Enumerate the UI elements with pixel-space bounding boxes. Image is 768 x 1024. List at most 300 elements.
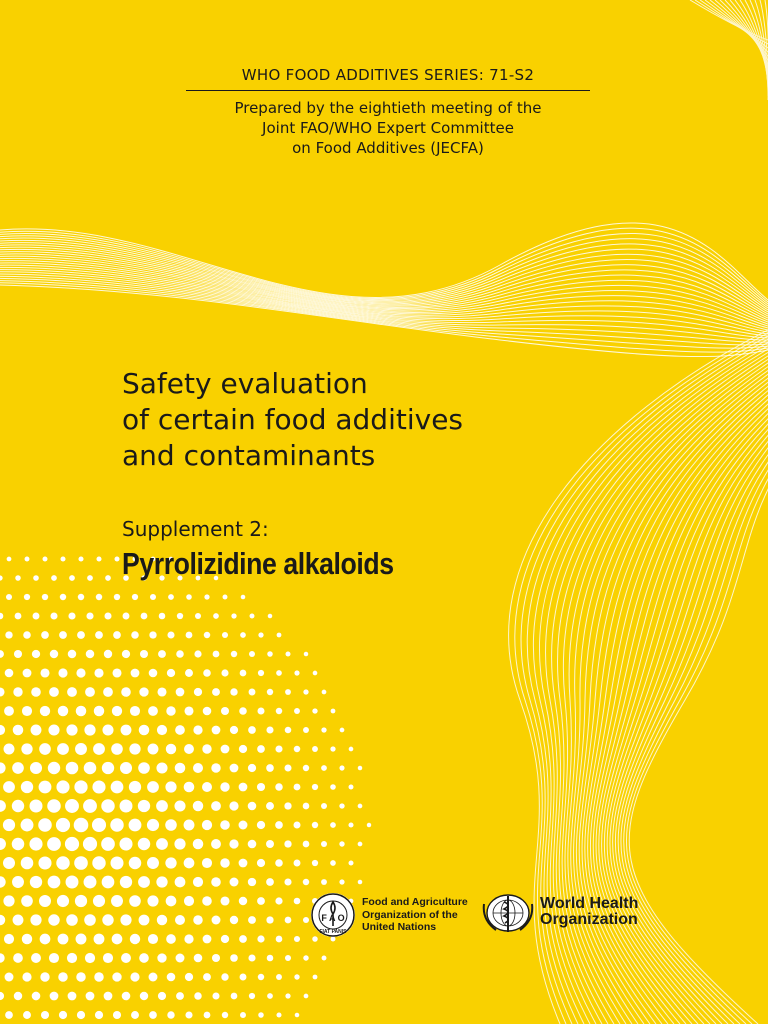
dot <box>340 728 345 733</box>
dot <box>42 594 48 600</box>
dot <box>322 690 327 695</box>
dot <box>29 837 42 850</box>
dot <box>110 856 123 869</box>
dot <box>312 822 318 828</box>
dot <box>321 727 326 732</box>
dot <box>30 800 43 813</box>
dot <box>213 651 220 658</box>
dot <box>57 743 69 755</box>
dot <box>212 688 220 696</box>
dot <box>129 743 140 754</box>
dot <box>103 953 113 963</box>
dot <box>94 668 103 677</box>
dot <box>266 840 274 848</box>
dot <box>119 837 132 850</box>
dot <box>221 707 229 715</box>
dot <box>112 972 121 981</box>
dot <box>331 709 336 714</box>
dot <box>175 763 186 774</box>
dot <box>120 914 131 925</box>
dot <box>22 934 32 944</box>
dot <box>211 801 221 811</box>
dot <box>194 688 202 696</box>
dot <box>194 650 201 657</box>
dot <box>48 876 61 889</box>
dot <box>65 837 79 851</box>
dot <box>12 876 24 888</box>
dot <box>59 1011 67 1019</box>
fao-emblem-icon <box>310 892 356 938</box>
dot <box>76 668 85 677</box>
document-subtitle: Pyrrolizidine alkaloids <box>122 546 394 581</box>
dot <box>31 953 41 963</box>
dot <box>203 707 212 716</box>
dot <box>284 878 291 885</box>
dot <box>0 725 5 735</box>
dot <box>40 668 49 677</box>
dot <box>13 725 24 736</box>
fao-name <box>362 896 468 934</box>
who-name-line: World Health <box>540 895 639 912</box>
dot <box>358 842 363 847</box>
dot <box>358 880 363 885</box>
dot <box>212 954 220 962</box>
dot <box>13 915 24 926</box>
dot <box>312 860 318 866</box>
dot <box>149 973 158 982</box>
dot <box>3 895 14 906</box>
dot <box>339 803 344 808</box>
dot <box>275 745 282 752</box>
dot <box>67 687 77 697</box>
dot <box>77 631 85 639</box>
dot <box>75 743 87 755</box>
dot <box>165 819 177 831</box>
dot <box>167 973 176 982</box>
dot <box>165 857 176 868</box>
dot <box>14 992 22 1000</box>
dot <box>111 895 123 907</box>
dot <box>174 800 185 811</box>
dot <box>193 763 203 773</box>
dot <box>312 708 317 713</box>
dot <box>3 781 15 793</box>
dot <box>176 992 184 1000</box>
dot <box>231 651 237 657</box>
dot <box>86 650 94 658</box>
dot <box>221 973 228 980</box>
dot <box>330 784 336 790</box>
dot <box>330 746 335 751</box>
dot <box>12 800 24 812</box>
dot <box>284 764 291 771</box>
dot <box>211 839 221 849</box>
dot <box>0 762 6 773</box>
dot <box>138 800 150 812</box>
dot <box>139 953 149 963</box>
dot <box>93 743 105 755</box>
dot <box>47 837 61 851</box>
dot <box>94 706 104 716</box>
dot <box>158 650 166 658</box>
dot <box>303 917 309 923</box>
dot <box>195 613 201 619</box>
dot <box>13 687 22 696</box>
dot <box>240 632 246 638</box>
dot <box>104 650 112 658</box>
dot <box>57 895 69 907</box>
dot <box>284 840 291 847</box>
dot <box>203 935 212 944</box>
dot <box>13 953 23 963</box>
dot <box>184 782 195 793</box>
dot <box>349 747 354 752</box>
dot <box>83 799 97 813</box>
dot <box>113 631 121 639</box>
dot <box>303 879 309 885</box>
dot <box>92 856 105 869</box>
dot <box>78 594 84 600</box>
dot <box>223 595 228 600</box>
document-title <box>122 366 463 474</box>
dot <box>157 725 167 735</box>
dot <box>131 631 139 639</box>
dot <box>30 762 42 774</box>
dot <box>248 726 256 734</box>
dot <box>240 670 247 677</box>
dot <box>150 594 156 600</box>
dot <box>166 706 175 715</box>
dot <box>5 1011 13 1019</box>
dot <box>285 993 290 998</box>
dot <box>33 575 39 581</box>
dot <box>184 706 193 715</box>
dot <box>231 613 236 618</box>
dot <box>58 706 68 716</box>
dot <box>33 613 40 620</box>
dot <box>220 782 229 791</box>
dot <box>303 955 308 960</box>
dot <box>0 953 5 962</box>
dot <box>140 650 148 658</box>
dot <box>349 861 354 866</box>
dot <box>204 1012 211 1019</box>
dot <box>130 706 140 716</box>
dot <box>139 915 150 926</box>
dot <box>101 799 114 812</box>
dot <box>149 631 156 638</box>
dot <box>76 934 87 945</box>
dot <box>358 766 363 771</box>
title-line: of certain food additives <box>122 403 464 436</box>
dot <box>121 725 132 736</box>
dot <box>202 820 212 830</box>
dot <box>112 934 123 945</box>
dot <box>121 953 131 963</box>
dot <box>56 856 69 869</box>
dot <box>21 819 34 832</box>
dot <box>0 800 6 812</box>
dot <box>56 780 69 793</box>
dot <box>240 974 247 981</box>
dot <box>339 879 344 884</box>
dot <box>321 765 327 771</box>
dot <box>48 762 60 774</box>
dot <box>186 632 193 639</box>
dot <box>249 651 255 657</box>
dot <box>147 819 159 831</box>
dot <box>257 821 265 829</box>
dot <box>284 802 291 809</box>
dot <box>67 953 77 963</box>
dot <box>186 594 192 600</box>
dot <box>39 781 52 794</box>
dot <box>87 575 93 581</box>
prepared-line: on Food Additives (JECFA) <box>292 139 484 157</box>
dot <box>111 781 124 794</box>
wave-lines-top <box>0 223 768 357</box>
dot <box>48 914 59 925</box>
dot <box>147 857 159 869</box>
fao-name-line: Organization of the <box>362 908 458 921</box>
dot <box>157 953 166 962</box>
dot <box>339 765 344 770</box>
dot <box>267 651 273 657</box>
dot <box>239 897 247 905</box>
dot <box>148 934 158 944</box>
dot <box>5 973 14 982</box>
dot <box>220 896 229 905</box>
dot <box>129 781 141 793</box>
dot <box>184 896 194 906</box>
dot <box>239 935 247 943</box>
dot <box>258 632 263 637</box>
dot <box>60 556 65 561</box>
dot <box>4 744 15 755</box>
dot <box>266 726 273 733</box>
dot <box>32 992 41 1001</box>
dot <box>193 915 202 924</box>
dot <box>166 744 176 754</box>
dot <box>231 993 238 1000</box>
dot <box>47 799 61 813</box>
dot <box>176 954 185 963</box>
dot <box>139 725 150 736</box>
dot <box>266 916 273 923</box>
dot <box>156 762 167 773</box>
dot <box>213 613 219 619</box>
who-name-line: Organization <box>540 911 638 928</box>
dot <box>149 1011 157 1019</box>
dot <box>295 1013 300 1018</box>
dot <box>212 726 221 735</box>
dot <box>202 782 212 792</box>
dot <box>148 744 159 755</box>
dot <box>167 1011 174 1018</box>
who-emblem-icon <box>480 890 536 936</box>
dot <box>258 1012 264 1018</box>
dot <box>30 914 41 925</box>
dot <box>139 687 148 696</box>
dot <box>156 838 168 850</box>
dot <box>23 669 32 678</box>
dot <box>277 633 282 638</box>
dot <box>166 934 176 944</box>
svg-text:FIAT PANIS: FIAT PANIS <box>319 929 347 935</box>
fao-name-line: Food and Agriculture <box>362 896 468 908</box>
dot <box>211 763 220 772</box>
dot <box>40 972 49 981</box>
dot <box>3 819 15 831</box>
prepared-line: Prepared by the eightieth meeting of the <box>234 99 542 117</box>
dot <box>0 575 3 580</box>
dot <box>51 575 57 581</box>
dot <box>367 823 371 827</box>
dot <box>303 689 308 694</box>
dot <box>266 764 274 772</box>
dot <box>6 594 12 600</box>
dot <box>276 670 282 676</box>
dot <box>202 858 212 868</box>
dot <box>31 687 41 697</box>
dot <box>114 594 120 600</box>
dot <box>177 613 183 619</box>
dot <box>167 631 174 638</box>
dot <box>74 856 88 870</box>
dot <box>147 781 159 793</box>
dot <box>140 992 148 1000</box>
dot <box>322 956 327 961</box>
dot <box>32 650 40 658</box>
dot <box>258 974 264 980</box>
dot <box>194 954 203 963</box>
dot <box>358 804 363 809</box>
dot <box>138 762 150 774</box>
dot <box>96 556 101 561</box>
dot <box>193 801 203 811</box>
dot <box>185 1011 192 1018</box>
dot <box>105 575 111 581</box>
dot <box>76 972 86 982</box>
dot <box>194 992 202 1000</box>
dot <box>285 727 292 734</box>
dot <box>123 613 130 620</box>
dot <box>58 668 67 677</box>
dot <box>12 762 24 774</box>
dot <box>130 934 140 944</box>
dot <box>129 819 142 832</box>
prepared-by <box>178 98 598 158</box>
dot <box>66 762 79 775</box>
dot <box>250 614 255 619</box>
dot <box>84 914 96 926</box>
dot <box>21 857 34 870</box>
dot <box>102 724 113 735</box>
dot <box>66 876 79 889</box>
dot <box>222 632 228 638</box>
dot <box>203 669 211 677</box>
dot <box>94 934 105 945</box>
dot <box>12 838 25 851</box>
dot <box>15 575 21 581</box>
dot <box>115 557 120 562</box>
dot <box>321 879 327 885</box>
dot <box>204 632 210 638</box>
dot <box>174 838 185 849</box>
dot <box>40 706 50 716</box>
dot <box>5 631 12 638</box>
dot <box>248 840 257 849</box>
dot <box>268 614 273 619</box>
dot <box>267 993 273 999</box>
dot <box>138 876 150 888</box>
dot <box>184 934 193 943</box>
dot <box>257 935 264 942</box>
dot <box>330 822 336 828</box>
dot <box>248 764 256 772</box>
dot <box>294 974 299 979</box>
dot <box>31 725 42 736</box>
dot <box>4 706 14 716</box>
dot <box>248 954 255 961</box>
dot <box>248 802 257 811</box>
dot <box>239 745 247 753</box>
dot <box>285 689 291 695</box>
dot <box>330 860 336 866</box>
dot <box>50 992 59 1001</box>
dot <box>304 652 309 657</box>
series-header <box>178 66 598 158</box>
dot <box>49 953 59 963</box>
dot <box>221 669 228 676</box>
dot <box>285 651 290 656</box>
dot <box>5 669 14 678</box>
dot <box>176 688 185 697</box>
dot <box>66 914 78 926</box>
dot <box>138 838 150 850</box>
dot <box>130 972 139 981</box>
dot <box>285 917 292 924</box>
title-line: and contaminants <box>122 439 376 472</box>
dot <box>239 707 247 715</box>
title-line: Safety evaluation <box>122 367 368 400</box>
dot <box>275 897 282 904</box>
dot <box>202 744 211 753</box>
dot <box>175 877 186 888</box>
dot <box>258 670 264 676</box>
dot <box>313 975 318 980</box>
dot <box>96 594 102 600</box>
dot <box>275 783 283 791</box>
dot <box>294 898 301 905</box>
who-name <box>540 896 638 928</box>
dot <box>275 821 283 829</box>
dot <box>230 878 239 887</box>
dot <box>131 669 140 678</box>
dot <box>49 687 59 697</box>
dot <box>166 896 177 907</box>
dot <box>156 876 167 887</box>
dot <box>120 876 132 888</box>
dot <box>102 876 115 889</box>
dot <box>68 650 76 658</box>
dot <box>132 594 138 600</box>
dot <box>7 557 12 562</box>
dot <box>303 803 310 810</box>
dot <box>3 857 15 869</box>
dot <box>0 838 6 850</box>
dot <box>121 687 131 697</box>
